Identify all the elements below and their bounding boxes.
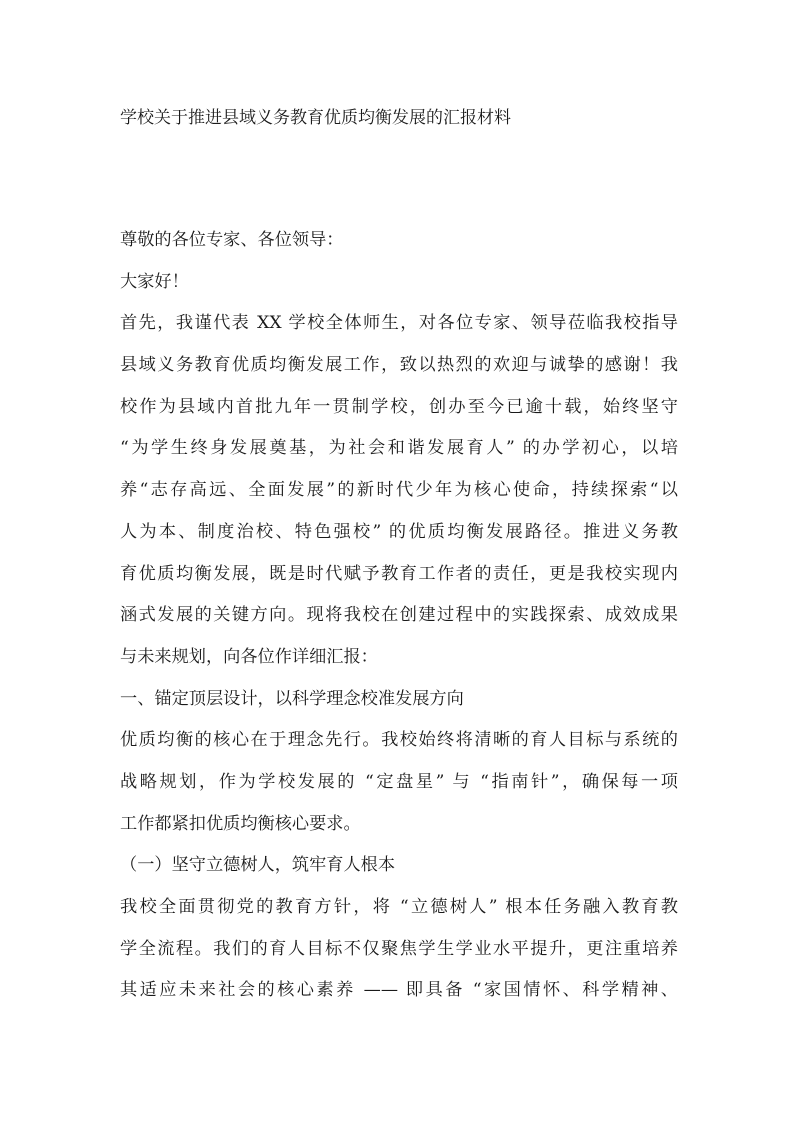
paragraph-line: 与未来规划，向各位作详细汇报： <box>120 646 378 667</box>
paragraph-line: 涵式发展的关键方向。现将我校在创建过程中的实践探索、成效成果 <box>120 605 678 626</box>
paragraph-line: （一）坚守立德树人，筑牢育人根本 <box>120 855 396 876</box>
paragraph-line: 其适应未来社会的核心素养 —— 即具备 “家国情怀、科学精神、 <box>120 980 678 1001</box>
paragraph-line: 一、锚定顶层设计，以科学理念校准发展方向 <box>120 688 464 709</box>
document-body <box>120 228 678 1020</box>
paragraph-line: 养“志存高远、全面发展”的新时代少年为核心使命，持续探索“以 <box>120 480 678 501</box>
paragraph-line: 我校全面贯彻党的教育方针，将 “立德树人” 根本任务融入教育教 <box>120 897 678 917</box>
paragraph-line: 大家好！ <box>120 271 189 292</box>
paragraph-line: 首先，我谨代表 XX 学校全体师生，对各位专家、领导莅临我校指导 <box>120 313 678 334</box>
paragraph-line: 学全流程。我们的育人目标不仅聚焦学生学业水平提升，更注重培养 <box>120 938 678 959</box>
document-title: 学校关于推进县域义务教育优质均衡发展的汇报材料 <box>120 108 511 128</box>
paragraph-line: 尊敬的各位专家、各位领导： <box>120 230 344 250</box>
paragraph-line: “为学生终身发展奠基，为社会和谐发展育人” 的办学初心，以培 <box>120 438 678 459</box>
paragraph-line: 人为本、制度治校、特色强校” 的优质均衡发展路径。推进义务教 <box>120 521 678 542</box>
paragraph-line: 优质均衡的核心在于理念先行。我校始终将清晰的育人目标与系统的 <box>120 730 678 751</box>
paragraph-line: 育优质均衡发展，既是时代赋予教育工作者的责任，更是我校实现内 <box>120 563 678 584</box>
paragraph-line: 县域义务教育优质均衡发展工作，致以热烈的欢迎与诚挚的感谢！我 <box>120 355 678 376</box>
paragraph-line: 战略规划，作为学校发展的 “定盘星” 与 “指南针”，确保每一项 <box>120 771 678 792</box>
paragraph-line: 校作为县域内首批九年一贯制学校，创办至今已逾十载，始终坚守 <box>120 396 678 417</box>
paragraph-line: 工作都紧扣优质均衡核心要求。 <box>120 813 361 834</box>
